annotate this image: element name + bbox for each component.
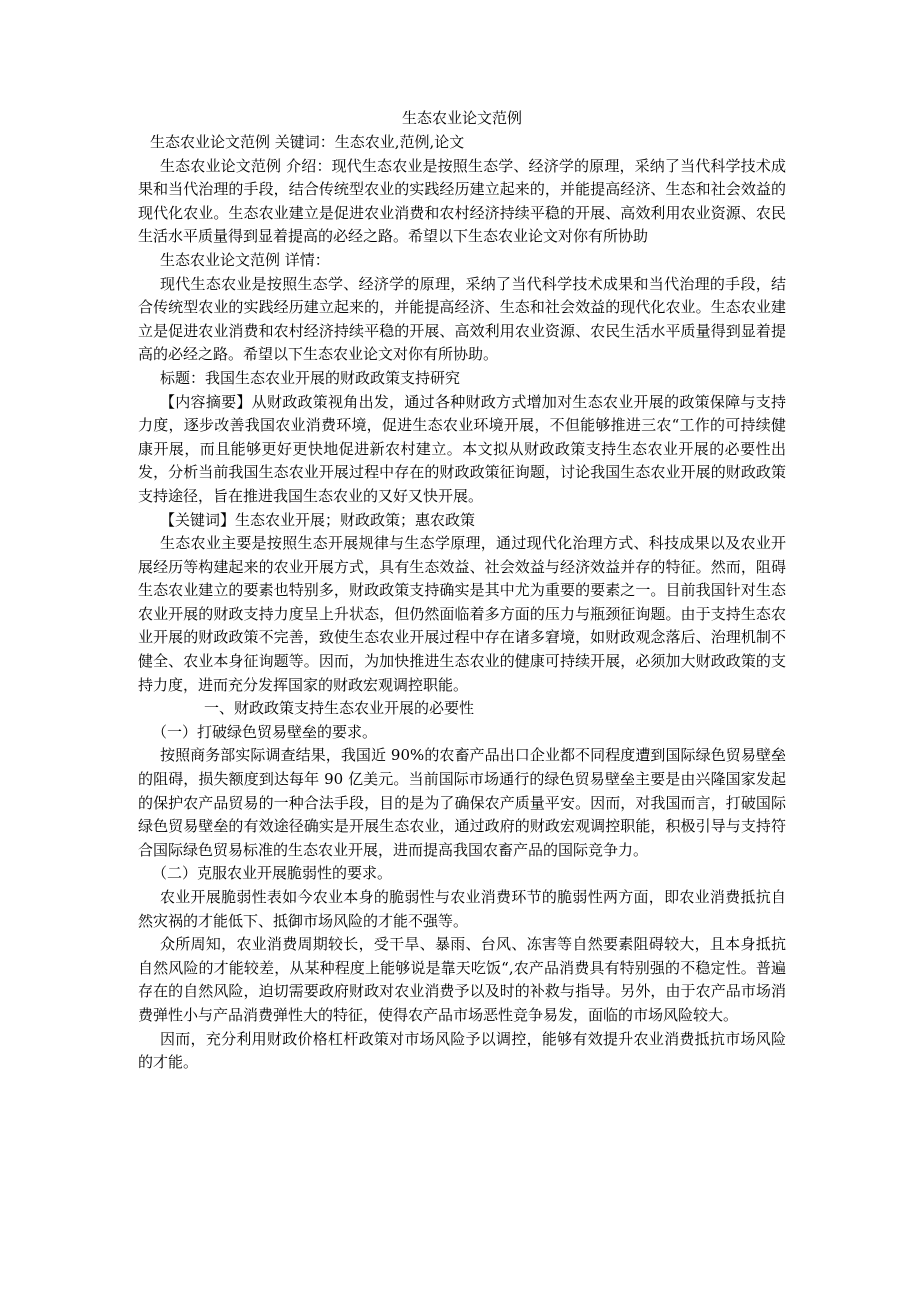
paper-title-line: 标题：我国生态农业开展的财政政策支持研究 [160,368,461,387]
paper-keywords-line: 【关键词】生态农业开展；财政政策；惠农政策 [160,510,476,529]
section-heading: 一、财政政策支持生态农业开展的必要性 [204,699,475,718]
body-paragraph: 因而，充分利用财政价格杠杆政策对市场风险予以调控，能够有效提升农业消费抵抗市场风险的才能。 [138,1029,786,1072]
details-heading: 生态农业论文范例 详情： [160,250,330,269]
body-paragraph: 按照商务部实际调查结果，我国近 90%的农畜产品出口企业都不同程度遭到国际绿色贸易壁垒的阻碍，损失额度到达每年 90 亿美元。当前国际市场通行的绿色贸易壁垒主要是由兴隆国家发起的保护农产品贸易的一种合法手段，目的是为了确保农产质量平安。因而，对我国而言，打破国际绿色贸易壁垒的有效途径确实是开展生态农业，通过政府的财政宏观调控职能，积极引导与支持符合国际绿色贸易标准的生态农业开展，进而提高我国农畜产品的国际竞争力。 [138,746,786,859]
body-paragraph: 生态农业主要是按照生态开展规律与生态学原理，通过现代化治理方式、科技成果以及农业开展经历等构建起来的农业开展方式，具有生态效益、社会效益与经济效益并存的特征。然而，阻碍生态农业建立的要素也特别多，财政政策支持确实是其中尤为重要的要素之一。目前我国针对生态农业开展的财政支持力度呈上升状态，但仍然面临着多方面的压力与瓶颈征询题。由于支持生态农业开展的财政政策不完善，致使生态农业开展过程中存在诸多窘境，如财政观念落后、治理机制不健全、农业本身征询题等。因而，为加快推进生态农业的健康可持续开展，必须加大财政政策的支持力度，进而充分发挥国家的财政宏观调控职能。 [138,534,786,694]
document-page [138,108,786,1075]
subsection-heading: （一）打破绿色贸易壁垒的要求。 [152,722,378,741]
abstract-paragraph: 【内容摘要】从财政政策视角出发，通过各种财政方式增加对生态农业开展的政策保障与支持力度，逐步改善我国农业消费环境，促进生态农业环境开展，不但能够推进三农“工作的可持续健康开展，而且能够更好更快地促进新农村建立。本文拟从财政政策支持生态农业开展的必要性出发，分析当前我国生态农业开展过程中存在的财政政策征询题，讨论我国生态农业开展的财政政策支持途径，旨在推进我国生态农业的又好又快开展。 [138,392,786,505]
subsection-heading: （二）克服农业开展脆弱性的要求。 [152,864,393,883]
document-title: 生态农业论文范例 [401,109,522,127]
intro-paragraph: 生态农业论文范例 介绍：现代生态农业是按照生态学、经济学的原理，采纳了当代科学技术成果和当代治理的手段，结合传统型农业的实践经历建立起来的，并能提高经济、生态和社会效益的现代化农业。生态农业建立是促进农业消费和农村经济持续平稳的开展、高效利用农业资源、农民生活水平质量得到显着提高的必经之路。希望以下生态农业论文对你有所协助 [138,156,786,246]
details-paragraph: 现代生态农业是按照生态学、经济学的原理，采纳了当代科学技术成果和当代治理的手段，结合传统型农业的实践经历建立起来的，并能提高经济、生态和社会效益的现代化农业。生态农业建立是促进农业消费和农村经济持续平稳的开展、高效利用农业资源、农民生活水平质量得到显着提高的必经之路。希望以下生态农业论文对你有所协助。 [138,274,786,364]
body-paragraph: 众所周知，农业消费周期较长，受干旱、暴雨、台风、冻害等自然要素阻碍较大，且本身抵抗自然风险的才能较差，从某种程度上能够说是靠天吃饭“,农产品消费具有特别强的不稳定性。普遍存在的自然风险，迫切需要政府财政对农业消费予以及时的补救与指导。另外，由于农产品市场消费弹性小与产品消费弹性大的特征，使得农产品市场恶性竞争易发，面临的市场风险较大。 [138,935,786,1024]
body-paragraph: 农业开展脆弱性表如今农业本身的脆弱性与农业消费环节的脆弱性两方面，即农业消费抵抗自然灾祸的才能低下、抵御市场风险的才能不强等。 [138,888,786,930]
keywords-line: 生态农业论文范例 关键词：生态农业,范例,论文 [150,133,465,151]
